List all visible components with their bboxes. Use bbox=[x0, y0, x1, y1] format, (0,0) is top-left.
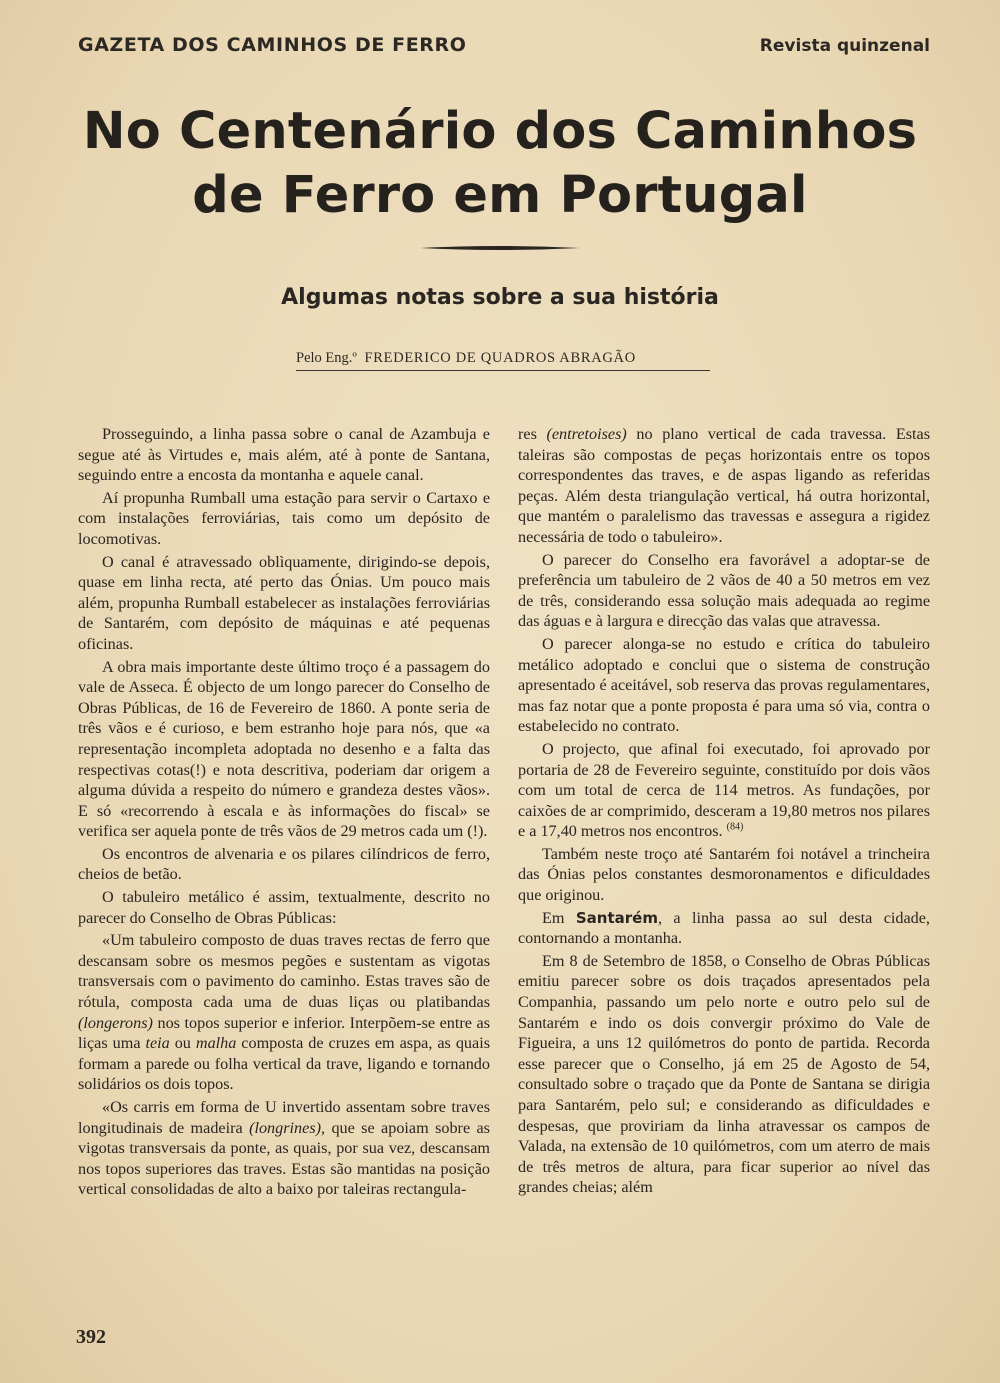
text-run: , a linha passa ao sul desta cidade, contornando a montanha. bbox=[518, 908, 930, 948]
paragraph: Aí propunha Rumball uma estação para servir o Cartaxo e com instalações ferroviárias, tais como um depósito de locomotivas. bbox=[78, 488, 490, 548]
text-run: no plano vertical de cada travessa. Estas taleiras são compostas de peças horizontais entre os topos correspondentes das traves, e de aspas ligando as referidas peças. Além desta triangulação vertical, há outra horizontal, que mantém o paralelismo das travessas e assegura a rigidez necessária de todo o tabuleiro». bbox=[518, 425, 930, 546]
text-run: nos topos superior e inferior. Interpõem-se entre as liças uma bbox=[78, 1013, 490, 1053]
italic-term: (longrines) bbox=[249, 1118, 322, 1137]
text-run: «Os carris em forma de U invertido assentam sobre traves longitudinais de madeira bbox=[78, 1098, 490, 1137]
paragraph: O parecer alonga-se no estudo e crítica do tabuleiro metálico adoptado e conclui que o sistema de construção apresentado é aceitável, sob reserva das provas regulamentares, mas faz notar que a ponte proposta é para uma só via, contra o estabelecido no contrato. bbox=[518, 634, 930, 736]
paragraph: O parecer do Conselho era favorável a adoptar-se de preferência um tabuleiro de 2 vãos de 40 a 50 metros em vez de três, considerando essa solução mais adequada ao regime das águas e à largura e direcção das valas que atravessa. bbox=[518, 550, 930, 631]
title-divider-ornament bbox=[420, 244, 580, 252]
left-column bbox=[78, 424, 490, 1200]
paragraph: A obra mais importante deste último troço é a passagem do vale de Asseca. É objecto de um longo parecer do Conselho de Obras Públicas, de 16 de Fevereiro de 1860. A ponte seria de três vãos e é curioso, e bem estranho hoje para nós, que «a representação incompleta adoptada no desenho e a falta das respectivas cotas(!) e nota descritiva, poderiam dar origem a alguma dúvida a respeito do número e grandeza destes vãos». E só «recorrendo à escala e às informações do fiscal» se verifica ser aquela ponte de três vãos de 29 metros cada um (!). bbox=[78, 657, 490, 841]
title-line-1: No Centenário dos Caminhos bbox=[82, 102, 918, 161]
page-number: 392 bbox=[76, 1326, 106, 1348]
journal-title: GAZETA DOS CAMINHOS DE FERRO bbox=[78, 34, 467, 56]
right-column bbox=[518, 424, 930, 1198]
paragraph bbox=[518, 739, 930, 842]
byline bbox=[296, 350, 710, 371]
text-run: res bbox=[518, 425, 547, 443]
text-run: composta de cruzes em aspa, as quais formam a parede ou folha vertical da trave, ligando e tornando solidários os dois topos. bbox=[78, 1034, 490, 1094]
article-title bbox=[40, 100, 960, 228]
running-header bbox=[78, 34, 930, 56]
byline-author: FREDERICO DE QUADROS ABRAGÃO bbox=[364, 350, 636, 366]
quoted-paragraph bbox=[78, 930, 490, 1095]
paragraph: O canal é atravessado oblìquamente, dirigindo-se depois, quase em linha recta, até perto das Ónias. Um pouco mais além, propunha Rumball estabelecer as instalações ferroviárias de Santarém, com depósito de máquinas e até pequenas oficinas. bbox=[78, 552, 490, 653]
italic-term: teia bbox=[145, 1034, 170, 1053]
text-run: «Um tabuleiro composto de duas traves rectas de ferro que descansam sobre os mesmos pegões e sustentam as vigotas transversais com o pavimento do caminho. Estas traves são de rótula, composta cada uma de duas liças ou platibandas bbox=[78, 931, 490, 1012]
article-subtitle: Algumas notas sobre a sua história bbox=[281, 285, 719, 310]
text-run: , que se apoiam sobre as vigotas transversais da ponte, as quais, por sua vez, descansam nos topos superiores das traves. Estas são mantidas na posição vertical consolidadas de alto a baixo por taleiras rectangula- bbox=[78, 1118, 490, 1199]
byline-prefix: Pelo Eng.º bbox=[296, 350, 357, 366]
text-run: Em bbox=[542, 908, 576, 927]
continued-paragraph bbox=[518, 424, 930, 548]
italic-term: (longerons) bbox=[78, 1013, 153, 1032]
italic-term: malha bbox=[195, 1034, 237, 1053]
paragraph: Os encontros de alvenaria e os pilares cilíndricos de ferro, cheios de betão. bbox=[78, 844, 490, 884]
paragraph: Em 8 de Setembro de 1858, o Conselho de Obras Públicas emitiu parecer sobre os dois traçados apresentados pela Companhia, passando um pelo norte e outro pelo sul de Santarém e indo os dois convergir próximo do Vale de Figueira, a uns 12 quilómetros do ponto de partida. Recorda esse parecer que o Conselho, já em 25 de Agosto de 54, consultado sobre o traçado que da Ponte de Santana se dirigia para Santarém, pelo sul; e considerando as dificuldades e despesas, que proviriam da linha atravessar os campos de Valada, na extensão de 10 quilómetros, com um aterro de mais de três metros de altura, para ficar superior ao nível das grandes cheias; além bbox=[518, 951, 930, 1197]
paragraph bbox=[518, 908, 930, 949]
footnote-reference: (84) bbox=[726, 821, 744, 833]
title-line-2: de Ferro em Portugal bbox=[192, 166, 808, 225]
paragraph: Prosseguindo, a linha passa sobre o canal de Azambuja e segue até às Virtudes e, mais além, até à ponte de Santana, seguindo entre a encosta da montanha e aquele canal. bbox=[78, 425, 490, 485]
place-name: Santarém bbox=[575, 908, 658, 927]
periodicity-label: Revista quinzenal bbox=[759, 36, 930, 56]
text-run: ou bbox=[169, 1034, 196, 1053]
italic-term: (entretoises) bbox=[546, 425, 627, 443]
paragraph: Também neste troço até Santarém foi notável a trincheira das Ónias pelos constantes desmoronamentos e dificuldades que originou. bbox=[518, 844, 930, 905]
paragraph: O tabuleiro metálico é assim, textualmente, descrito no parecer do Conselho de Obras Públicas: bbox=[78, 888, 490, 927]
quoted-paragraph bbox=[78, 1097, 490, 1200]
text-run: O projecto, que afinal foi executado, foi aprovado por portaria de 28 de Fevereiro seguinte, constituído por dois vãos com um total de cerca de 114 metros. As fundações, por caixões de ar comprimido, desceram a 19,80 metros nos pilares e a 17,40 metros nos encontros. bbox=[518, 739, 930, 841]
